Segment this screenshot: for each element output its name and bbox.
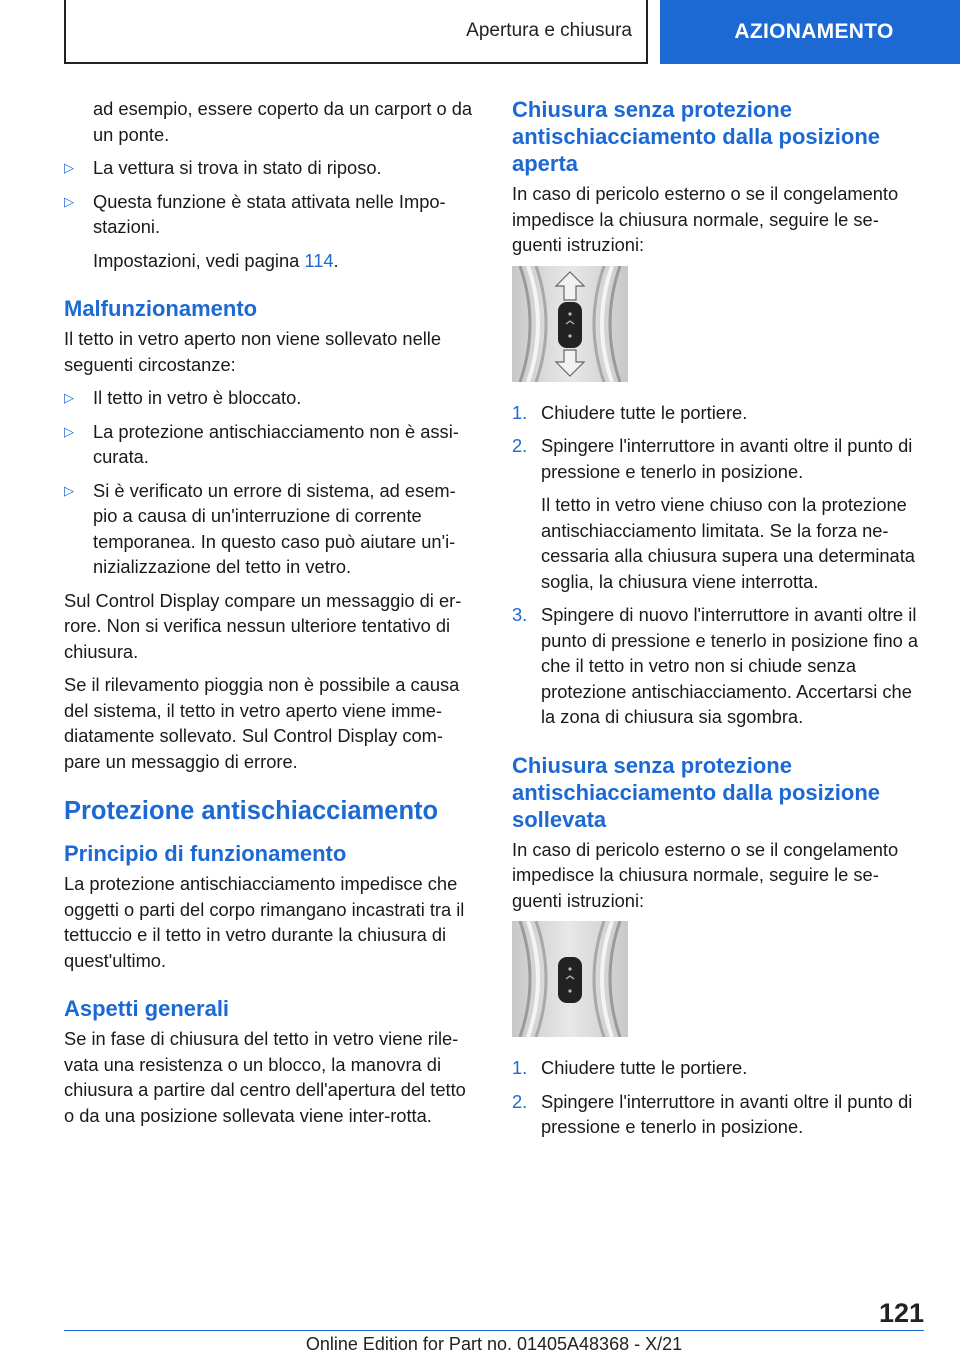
- list-item: ▷ La vettura si trova in stato di riposo.: [64, 155, 478, 181]
- list-item: 1. Chiudere tutte le portiere.: [512, 401, 748, 423]
- list-item: ▷ Questa funzione è stata attivata nelle Impo-stazioni.: [64, 190, 446, 237]
- list-item: ▷ Si è verificato un errore di sistema, ad esem-pio a causa di un'interruzione di corrente temporanea. In questo caso può aiutare un'i-nizializzazione del tetto in vetro.: [64, 479, 456, 577]
- general-text: Se in fase di chiusura del tetto in vetro viene rile-vata una resistenza o un blocco, la manovra di chiusura a partire dal centro dell'apertura del tetto o da una posizione sollevata viene inter-rotta.: [64, 1028, 466, 1126]
- malfunction-heading: Malfunzionamento: [64, 296, 258, 321]
- step-2-note: Il tetto in vetro viene chiuso con la protezione antischiacciamento limitata. Se la forza ne-cessaria alla chiusura supera una determinata soglia, la chiusura viene interrotta.: [541, 494, 915, 592]
- protection-heading: Protezione antischiacciamento: [64, 797, 439, 825]
- right-column: [512, 96, 926, 1148]
- header-chapter-tab: [660, 0, 960, 64]
- chapter-label: AZIONAMENTO: [734, 20, 894, 43]
- open-closing-heading: Chiusura senza protezione antischiacciamento dalla posizione aperta: [512, 97, 880, 176]
- list-item: 3. Spingere di nuovo l'interruttore in avanti oltre il punto di pressione e tenerlo in posizione fino a che il tetto in vetro non si chiude senza protezione antischiacciamento. Accertarsi che la zona di chiusura sia sgombra.: [512, 604, 919, 727]
- triangle-bullet-icon: ▷: [64, 193, 74, 209]
- malfunction-intro: Il tetto in vetro aperto non viene sollevato nelle seguenti circostanze:: [64, 328, 442, 375]
- raised-closing-intro: In caso di pericolo esterno o se il congelamento impedisce la chiusura normale, seguire le se-guenti istruzioni:: [512, 838, 899, 911]
- malfunction-para-2: Se il rilevamento pioggia non è possibile a causa del sistema, il tetto in vetro aperto viene imme-diatamente sollevato. Sul Control Display com-pare un messaggio di errore.: [64, 674, 460, 772]
- triangle-bullet-icon: ▷: [64, 160, 74, 175]
- raised-closing-heading: Chiusura senza protezione antischiacciamento dalla posizione sollevata: [512, 752, 880, 832]
- list-item: ▷ Il tetto in vetro è bloccato.: [64, 385, 478, 411]
- triangle-bullet-icon: ▷: [64, 390, 74, 405]
- left-column: [64, 96, 478, 1136]
- list-item: ▷ La protezione antischiacciamento non è assi-curata.: [64, 420, 459, 467]
- intro-continuation: ad esempio, essere coperto da un carport o da un ponte.: [93, 98, 473, 145]
- malfunction-para-1: Sul Control Display compare un messaggio di er-rore. Non si verifica nessun ulteriore tentativo di chiusura.: [64, 589, 462, 662]
- list-item: 2. Spingere l'interruttore in avanti oltre il punto di pressione e tenerlo in posizione.: [512, 435, 913, 482]
- general-heading: Aspetti generali: [64, 996, 230, 1021]
- page-number: 121: [878, 1298, 924, 1328]
- edition-note: Online Edition for Part no. 01405A48368 - X/21: [305, 1334, 683, 1354]
- roof-switch-press-icon: [512, 921, 628, 1037]
- page-link[interactable]: 114: [304, 249, 334, 271]
- roof-switch-push-icon: [512, 266, 628, 382]
- header-section-title: [64, 0, 648, 64]
- list-item: 2. Spingere l'interruttore in avanti oltre il punto di pressione e tenerlo in posizione.: [512, 1090, 913, 1137]
- list-item: 1. Chiudere tutte le portiere.: [512, 1057, 748, 1078]
- principle-text: La protezione antischiacciamento impedisce che oggetti o parti del corpo rimangano incastrati tra il tettuccio e il tetto in vetro durante la chiusura di quest'ultimo.: [64, 873, 465, 971]
- triangle-bullet-icon: ▷: [64, 423, 74, 439]
- settings-reference: Impostazioni, vedi pagina 114.: [93, 249, 339, 271]
- open-closing-intro: In caso di pericolo esterno o se il congelamento impedisce la chiusura normale, seguire le se-guenti istruzioni:: [512, 183, 899, 255]
- triangle-bullet-icon: ▷: [64, 482, 74, 498]
- principle-heading: Principio di funzionamento: [64, 841, 347, 866]
- footer-divider: [64, 1330, 924, 1331]
- section-label: Apertura e chiusura: [466, 20, 632, 41]
